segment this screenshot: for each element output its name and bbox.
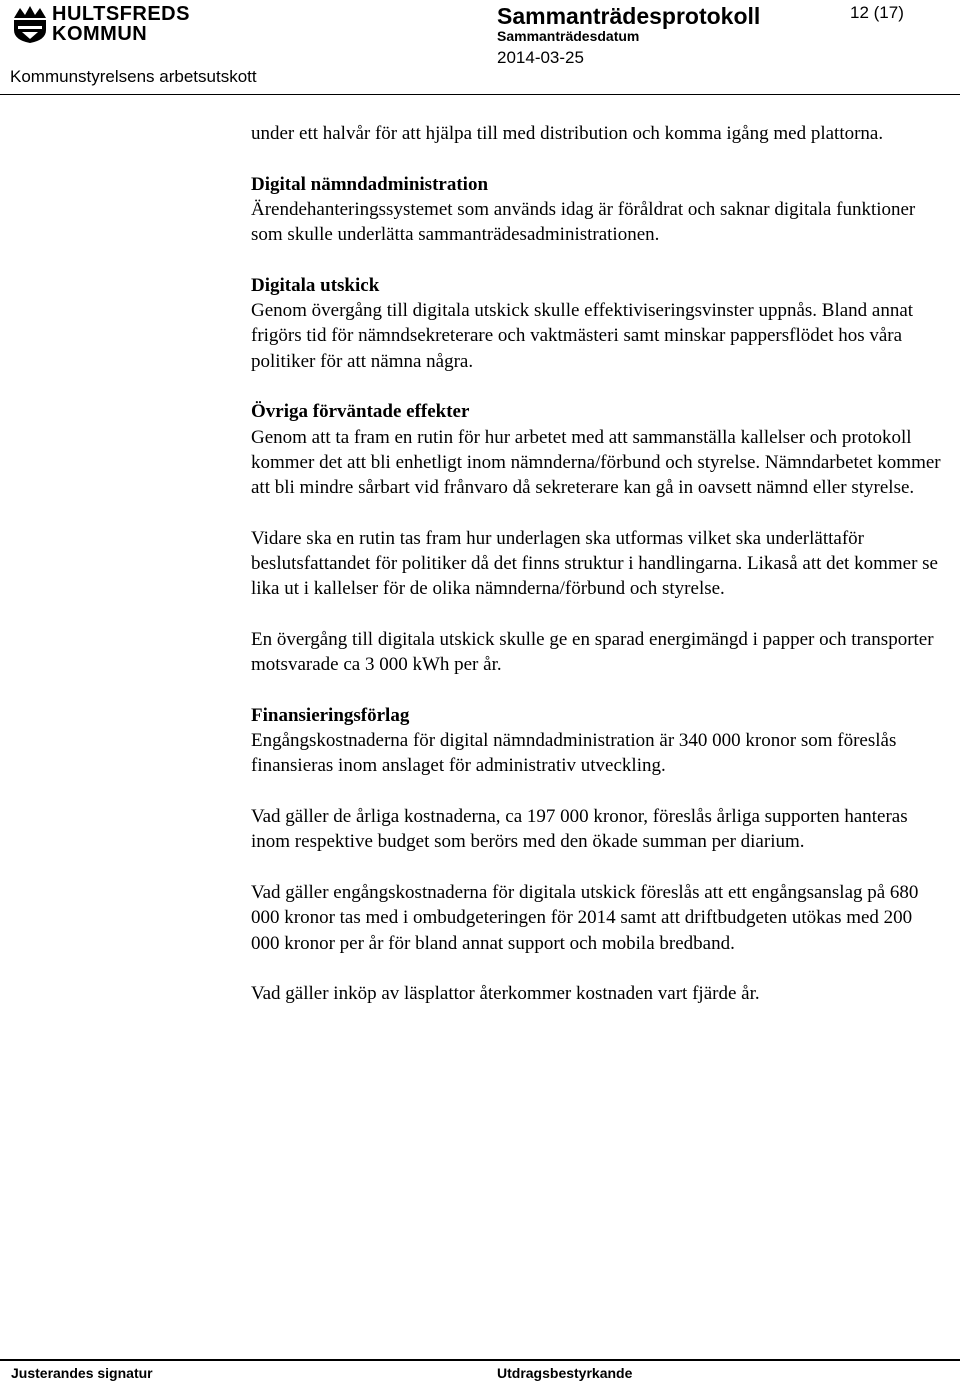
signature-label: Justerandes signatur [11, 1365, 153, 1381]
paragraph: under ett halvår för att hjälpa till med distribution och komma igång med plattorna. [251, 123, 884, 144]
logo-line-2: KOMMUN [52, 23, 148, 45]
paragraph: Vad gäller engångskostnaderna för digitala utskick föreslås att ett engångsanslag på 680 000 kronor tas med i ombudgeteringen för 2014 samt att driftbudgeten utökas med 200 000 kronor per år för bland annat support och mobila bredband. [251, 881, 919, 954]
section-heading: Finansieringsförlag [251, 704, 410, 726]
logo-line-1: HULTSFREDS [52, 3, 190, 25]
section-heading: Övriga förväntade effekter [251, 401, 470, 423]
footer-divider [0, 1359, 960, 1361]
paragraph: En övergång till digitala utskick skulle ge en sparad energimängd i papper och transporter motsvarade ca 3 000 kWh per år. [251, 628, 934, 676]
header-divider [0, 94, 960, 95]
paragraph: Vidare ska en rutin tas fram hur underlagen ska utformas vilket ska underlättaför beslutsfattandet för politiker då det finns struktur i handlingarna. Likaså att det kommer se lika ut i kallelser för de olika nämnderna/förbund och styrelse. [251, 527, 938, 600]
section-digital-mailings [251, 273, 941, 374]
page-number: 12 (17) [850, 3, 904, 22]
section-text: Genom att ta fram en rutin för hur arbetet med att sammanställa kallelser och protokoll kommer det att bli enhetligt inom nämnderna/förbund och styrelse. Nämndarbetet kommer att bli mindre sårbart vid frånvaro då sekreterare kan gå in oavsett nämnd eller styrelse. [251, 426, 941, 499]
paragraph: Vad gäller de årliga kostnaderna, ca 197 000 kronor, föreslås årliga supporten hanteras inom respektive budget som berörs med den ökade summan per diarium. [251, 806, 908, 853]
certification-label: Utdragsbestyrkande [497, 1365, 633, 1381]
document-body [251, 121, 941, 1032]
section-financing [251, 703, 941, 779]
document-title: Sammanträdesprotokoll [497, 3, 761, 29]
paragraph: Vad gäller inköp av läsplattor återkommer kostnaden vart fjärde år. [251, 983, 760, 1005]
meeting-date: 2014-03-25 [497, 48, 584, 67]
section-heading: Digitala utskick [251, 274, 380, 296]
municipality-logo [12, 3, 190, 45]
logo-wordmark [52, 4, 190, 44]
section-text: Genom övergång till digitala utskick skulle effektiviseringsvinster uppnås. Bland annat frigörs tid för nämndsekreterare och vaktmästeri samt minskar pappersflödet hos våra politiker för att nämna några. [251, 300, 914, 372]
section-heading: Digital nämndadministration [251, 173, 489, 195]
crown-shield-icon [12, 4, 48, 44]
section-other-effects [251, 399, 941, 500]
section-digital-administration [251, 172, 941, 248]
section-text: Ärendehanteringssystemet som används idag är föråldrat och saknar digitala funktioner som skulle underlätta sammanträdesadministrationen. [251, 198, 916, 246]
section-text: Engångskostnaderna för digital nämndadministration är 340 000 kronor som föreslås finansieras inom anslaget för administrativ utveckling. [251, 730, 897, 777]
meeting-date-label: Sammanträdesdatum [497, 28, 640, 44]
committee-name: Kommunstyrelsens arbetsutskott [10, 67, 257, 86]
